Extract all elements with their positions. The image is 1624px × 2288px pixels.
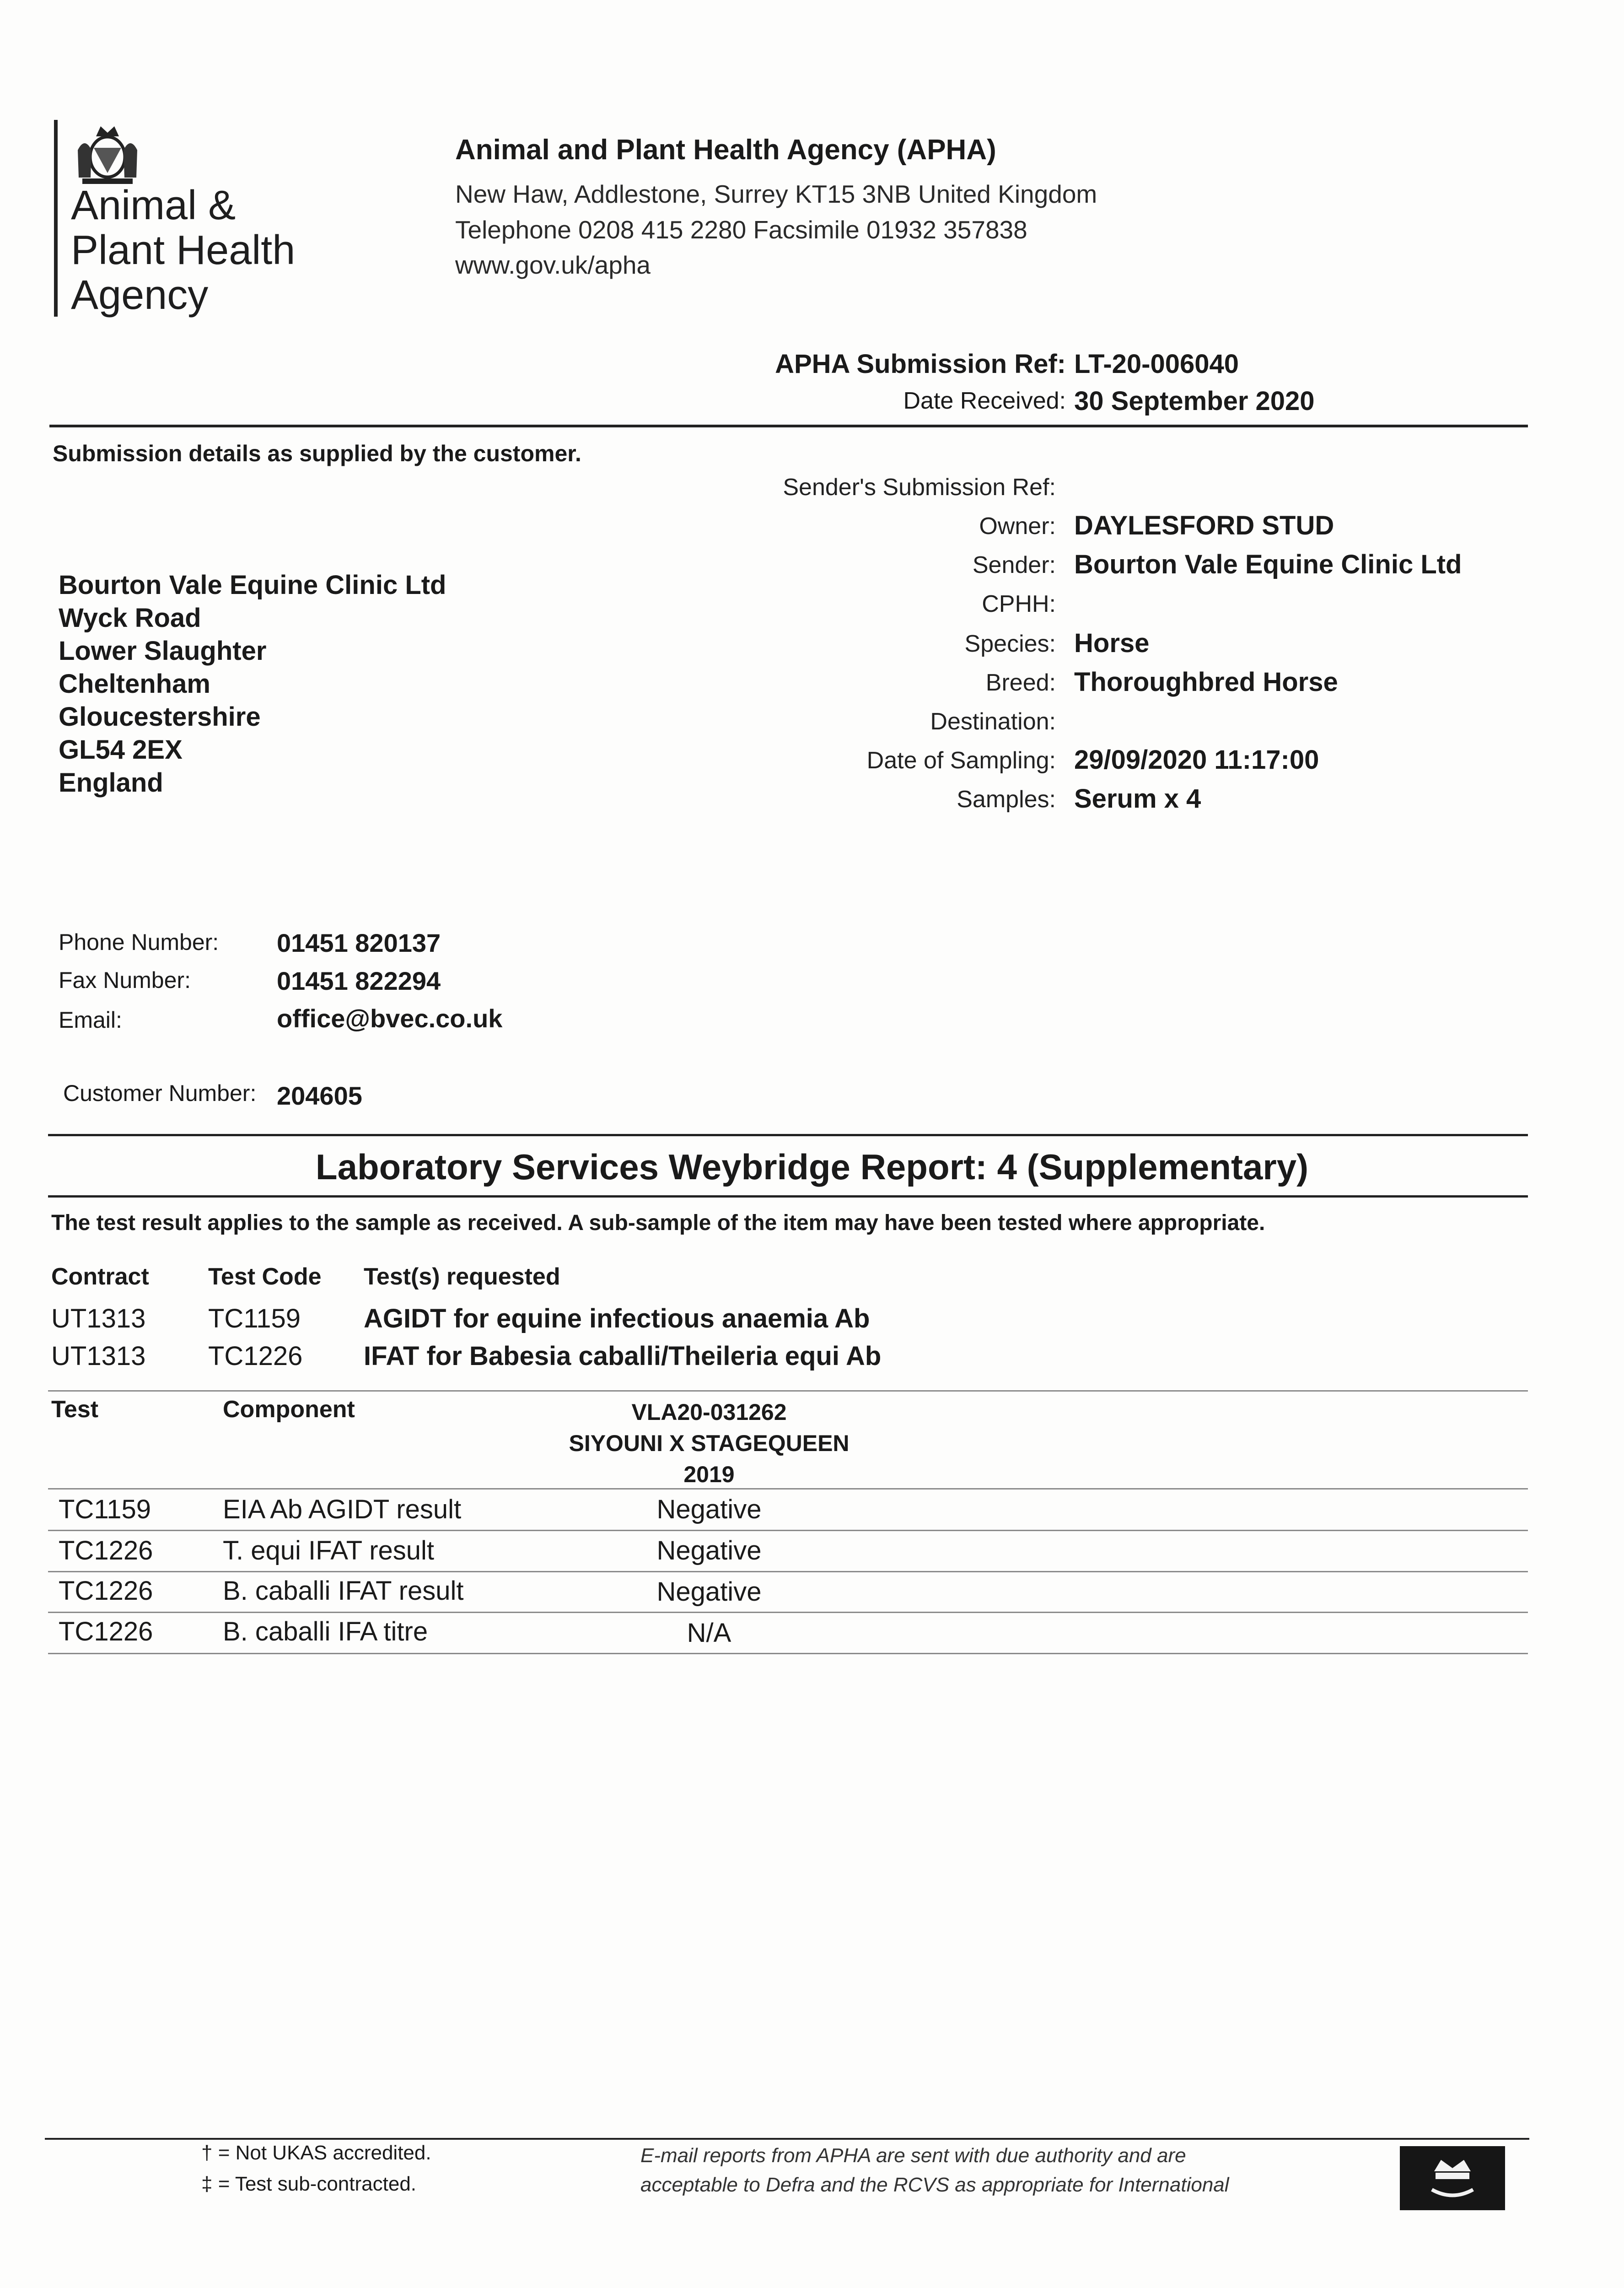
- logo-line: Agency: [71, 272, 209, 318]
- detail-value: Serum x 4: [1074, 784, 1201, 814]
- agency-address: New Haw, Addlestone, Surrey KT15 3NB United Kingdom: [455, 180, 1097, 208]
- detail-value: Bourton Vale Equine Clinic Ltd: [1074, 550, 1462, 579]
- agency-website[interactable]: www.gov.uk/apha: [455, 251, 651, 279]
- address-line: Wyck Road: [59, 603, 201, 633]
- result-test-cell: TC1226: [59, 1617, 153, 1646]
- contract-cell: UT1313: [51, 1341, 146, 1371]
- footnote: ‡ = Test sub-contracted.: [201, 2173, 417, 2195]
- logo-line: Animal &: [71, 183, 236, 228]
- result-value-cell: N/A: [687, 1618, 731, 1648]
- divider: [48, 1612, 1528, 1613]
- address-line: Bourton Vale Equine Clinic Ltd: [59, 570, 446, 600]
- column-header: Test(s) requested: [364, 1263, 560, 1290]
- address-line: England: [59, 768, 163, 798]
- result-value-cell: Negative: [656, 1577, 762, 1607]
- sample-year: 2019: [683, 1462, 735, 1487]
- sample-name: SIYOUNI X STAGEQUEEN: [569, 1430, 850, 1456]
- divider: [48, 1488, 1528, 1489]
- column-header: Test Code: [208, 1263, 322, 1290]
- contact-label: Phone Number:: [59, 929, 219, 955]
- sample-id: VLA20-031262: [631, 1399, 787, 1425]
- column-header: Test: [51, 1396, 99, 1423]
- address-line: Gloucestershire: [59, 702, 261, 732]
- result-value-cell: Negative: [656, 1536, 762, 1565]
- detail-label: Breed:: [985, 669, 1056, 696]
- test-code-cell: TC1226: [208, 1341, 303, 1371]
- agency-contact: Telephone 0208 415 2280 Facsimile 01932 357838: [455, 216, 1027, 244]
- result-test-cell: TC1226: [59, 1536, 153, 1565]
- divider: [48, 1653, 1528, 1654]
- divider: [48, 1530, 1528, 1531]
- report-disclaimer: The test result applies to the sample as received. A sub-sample of the item may have been tested where appropriate.: [51, 1211, 1265, 1235]
- test-code-cell: TC1159: [208, 1304, 301, 1333]
- detail-label: CPHH:: [982, 591, 1056, 617]
- result-component-cell: EIA Ab AGIDT result: [223, 1495, 462, 1524]
- date-received-label: Date Received:: [903, 388, 1066, 414]
- address-line: GL54 2EX: [59, 735, 183, 765]
- agency-logo-text: [71, 183, 295, 318]
- date-received-value: 30 September 2020: [1074, 386, 1315, 416]
- customer-number-value: 204605: [277, 1081, 362, 1110]
- test-requested-cell: IFAT for Babesia caballi/Theileria equi Ab: [364, 1341, 882, 1371]
- detail-label: Sender:: [972, 552, 1056, 578]
- divider: [48, 1134, 1528, 1136]
- test-requested-cell: AGIDT for equine infectious anaemia Ab: [364, 1304, 870, 1333]
- result-component-cell: B. caballi IFAT result: [223, 1576, 464, 1606]
- detail-label: Sender's Submission Ref:: [783, 474, 1056, 501]
- detail-value: DAYLESFORD STUD: [1074, 511, 1334, 540]
- email-report-note: acceptable to Defra and the RCVS as appropriate for International: [640, 2174, 1229, 2196]
- result-value-cell: Negative: [656, 1495, 762, 1524]
- result-component-cell: T. equi IFAT result: [223, 1536, 435, 1565]
- customer-number-label: Customer Number:: [63, 1080, 257, 1106]
- detail-label: Destination:: [930, 708, 1056, 735]
- ukas-crown-icon: [1400, 2146, 1505, 2210]
- detail-label: Samples:: [957, 786, 1056, 813]
- detail-value: Horse: [1074, 628, 1150, 658]
- divider: [49, 425, 1528, 427]
- contact-label: Email:: [59, 1007, 122, 1033]
- result-test-cell: TC1159: [59, 1495, 151, 1524]
- footer-divider: [45, 2138, 1529, 2140]
- submission-ref-value: LT-20-006040: [1074, 349, 1239, 379]
- supplied-note: Submission details as supplied by the customer.: [53, 441, 581, 466]
- divider: [48, 1571, 1528, 1572]
- address-line: Lower Slaughter: [59, 636, 267, 666]
- footnote: † = Not UKAS accredited.: [201, 2142, 431, 2164]
- address-line: Cheltenham: [59, 669, 210, 699]
- contact-label: Fax Number:: [59, 967, 191, 993]
- result-component-cell: B. caballi IFA titre: [223, 1617, 428, 1646]
- logo-rule: [54, 120, 58, 317]
- report-title: Laboratory Services Weybridge Report: 4 (Supplementary): [315, 1147, 1309, 1187]
- submission-ref-label: APHA Submission Ref:: [775, 349, 1066, 379]
- detail-label: Species:: [964, 631, 1056, 657]
- detail-value: 29/09/2020 11:17:00: [1074, 745, 1319, 775]
- agency-name: Animal and Plant Health Agency (APHA): [455, 134, 996, 166]
- email-report-note: E-mail reports from APHA are sent with due authority and are: [640, 2144, 1186, 2167]
- logo-line: Plant Health: [71, 227, 296, 273]
- result-test-cell: TC1226: [59, 1576, 153, 1606]
- divider: [48, 1390, 1528, 1392]
- detail-label: Date of Sampling:: [866, 747, 1056, 774]
- column-header: Contract: [51, 1263, 149, 1290]
- email-address[interactable]: office@bvec.co.uk: [277, 1004, 503, 1033]
- divider: [48, 1195, 1528, 1198]
- column-header: Component: [223, 1396, 355, 1423]
- contract-cell: UT1313: [51, 1304, 146, 1333]
- fax-number: 01451 822294: [277, 966, 441, 995]
- detail-label: Owner:: [979, 513, 1056, 540]
- sample-header: [503, 1397, 915, 1490]
- phone-number: 01451 820137: [277, 928, 441, 957]
- royal-crest-icon: [69, 118, 146, 187]
- detail-value: Thoroughbred Horse: [1074, 667, 1338, 697]
